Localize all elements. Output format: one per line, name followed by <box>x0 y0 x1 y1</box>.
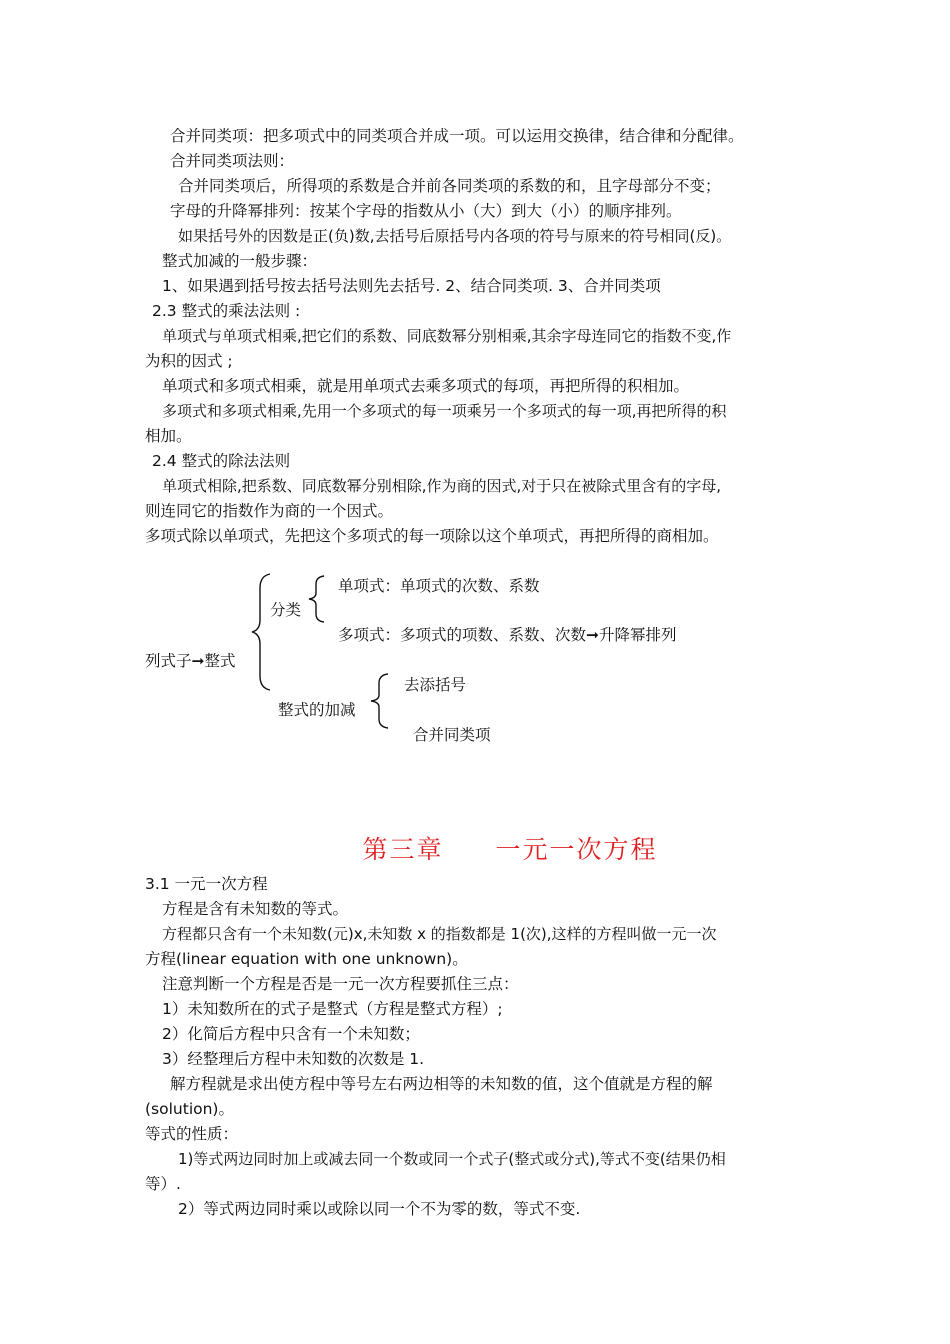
text-line: 合并同类项：把多项式中的同类项合并成一项。可以运用交换律，结合律和分配律。 <box>170 127 744 145</box>
text-line: 解方程就是求出使方程中等号左右两边相等的未知数的值，这个值就是方程的解 <box>170 1075 713 1093</box>
text-line: 2）等式两边同时乘以或除以同一个不为零的数，等式不变. <box>178 1200 581 1218</box>
text-line: 1）未知数所在的式子是整式（方程是整式方程）; <box>162 1000 503 1018</box>
section-heading: 2.3 整式的乘法法则 : <box>152 302 301 320</box>
tree-root: 列式子➞整式 <box>145 652 236 670</box>
brace-icon <box>368 672 390 730</box>
text-line: 相加。 <box>145 427 192 445</box>
text-line: 合并同类项法则： <box>170 152 295 170</box>
text-line: 1)等式两边同时加上或减去同一个数或同一个式子(整式或分式),等式不变(结果仍相 <box>178 1150 726 1168</box>
text-line: 单项式和多项式相乘，就是用单项式去乘多项式的每项，再把所得的积相加。 <box>162 377 690 395</box>
text-line: 注意判断一个方程是否是一元一次方程要抓住三点： <box>162 975 519 993</box>
text-line: 单项式与单项式相乘,把它们的系数、同底数幂分别相乘,其余字母连同它的指数不变,作 <box>162 327 732 345</box>
text-line: 为积的因式 ; <box>145 352 233 370</box>
chapter-number: 第三章 <box>362 835 444 864</box>
tree-remove-brackets: 去添括号 <box>404 676 467 694</box>
text-line: 多项式除以单项式，先把这个多项式的每一项除以这个单项式，再把所得的商相加。 <box>145 527 719 545</box>
brace-icon <box>306 574 326 624</box>
tree-classify: 分类 <box>270 601 302 619</box>
brace-icon <box>250 572 272 692</box>
tree-combine-terms: 合并同类项 <box>413 726 491 744</box>
text-line: 如果括号外的因数是正(负)数,去括号后原括号内各项的符号与原来的符号相同(反)。 <box>178 227 732 245</box>
chapter-name: 一元一次方程 <box>495 835 658 864</box>
text-line: (solution)。 <box>145 1100 234 1118</box>
text-line: 等）. <box>145 1175 181 1193</box>
section-heading: 3.1 一元一次方程 <box>145 875 268 893</box>
text-line: 则连同它的指数作为商的一个因式。 <box>145 502 394 520</box>
tree-addsub: 整式的加减 <box>278 701 356 719</box>
text-line: 方程(linear equation with one unknown)。 <box>145 950 468 968</box>
text-line: 1、如果遇到括号按去括号法则先去括号. 2、结合同类项. 3、合并同类项 <box>162 277 661 295</box>
text-line: 3）经整理后方程中未知数的次数是 1. <box>162 1050 425 1068</box>
text-line: 等式的性质： <box>145 1125 239 1143</box>
text-line: 2）化简后方程中只含有一个未知数； <box>162 1025 420 1043</box>
text-line: 多项式和多项式相乘,先用一个多项式的每一项乘另一个多项式的每一项,再把所得的积 <box>162 402 727 420</box>
text-line: 合并同类项后，所得项的系数是合并前各同类项的系数的和，且字母部分不变； <box>178 177 721 195</box>
text-line: 单项式相除,把系数、同底数幂分别相除,作为商的因式,对于只在被除式里含有的字母, <box>162 477 722 495</box>
tree-monomial: 单项式：单项式的次数、系数 <box>338 577 540 595</box>
text-line: 方程都只含有一个未知数(元)x,未知数 x 的指数都是 1(次),这样的方程叫做一元一次 <box>162 925 717 943</box>
tree-polynomial: 多项式：多项式的项数、系数、次数➞升降幂排列 <box>338 626 677 644</box>
section-heading: 2.4 整式的除法法则 <box>152 452 291 470</box>
text-line: 整式加减的一般步骤： <box>162 252 318 270</box>
text-line: 字母的升降幂排列：按某个字母的指数从小（大）到大（小）的顺序排列。 <box>170 202 682 220</box>
chapter-title <box>0 830 950 866</box>
text-line: 方程是含有未知数的等式。 <box>162 900 349 918</box>
